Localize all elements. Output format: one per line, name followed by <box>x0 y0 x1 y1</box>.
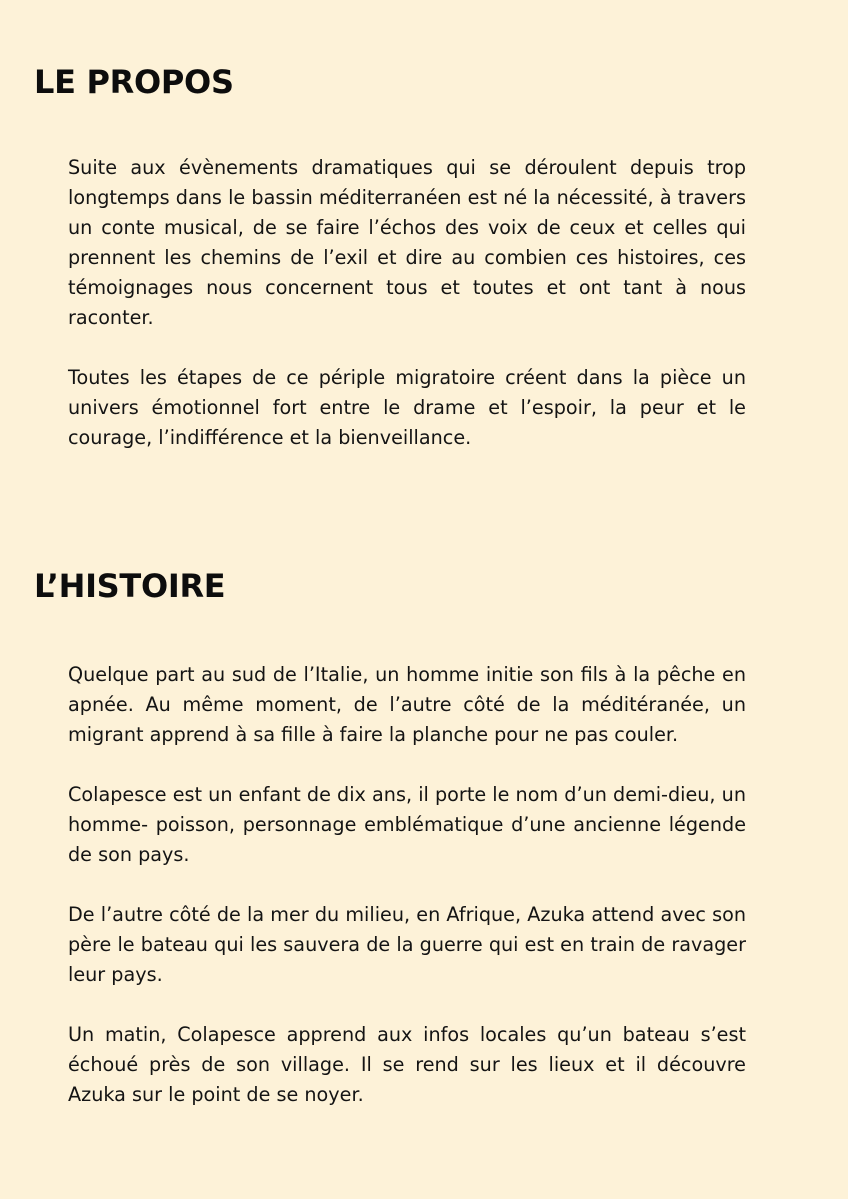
section-title-propos: LE PROPOS <box>34 63 234 101</box>
paragraph: Suite aux évènements dramatiques qui se déroulent depuis trop longtemps dans le bassin méditerranéen est né la nécessité, à travers un conte musical, de se faire l’échos des voix de ceux et celles qui prennent les chemins de l’exil et dire au combien ces histoires, ces témoignages nous concernent tous et toutes et ont tant à nous raconter. <box>68 156 746 329</box>
section-body-propos <box>68 153 746 483</box>
section-body-histoire <box>68 660 746 1140</box>
paragraph: Quelque part au sud de l’Italie, un homme initie son fils à la pêche en apnée. Au même moment, de l’autre côté de la méditéranée, un migrant apprend à sa fille à faire la planche pour ne pas couler. <box>68 663 746 746</box>
paragraph: De l’autre côté de la mer du milieu, en Afrique, Azuka attend avec son père le bateau qui les sauvera de la guerre qui est en train de ravager leur pays. <box>68 903 746 986</box>
paragraph: Toutes les étapes de ce périple migratoire créent dans la pièce un univers émotionnel fort entre le drame et l’espoir, la peur et le courage, l’indifférence et la bienveillance. <box>68 366 746 449</box>
paragraph: Un matin, Colapesce apprend aux infos locales qu’un bateau s’est échoué près de son village. Il se rend sur les lieux et il découvre Azuka sur le point de se noyer. <box>68 1023 746 1106</box>
paragraph: Colapesce est un enfant de dix ans, il porte le nom d’un demi-dieu, un homme- poisson, personnage emblématique d’une ancienne légende de son pays. <box>68 783 746 866</box>
section-title-histoire: L’HISTOIRE <box>34 567 226 605</box>
